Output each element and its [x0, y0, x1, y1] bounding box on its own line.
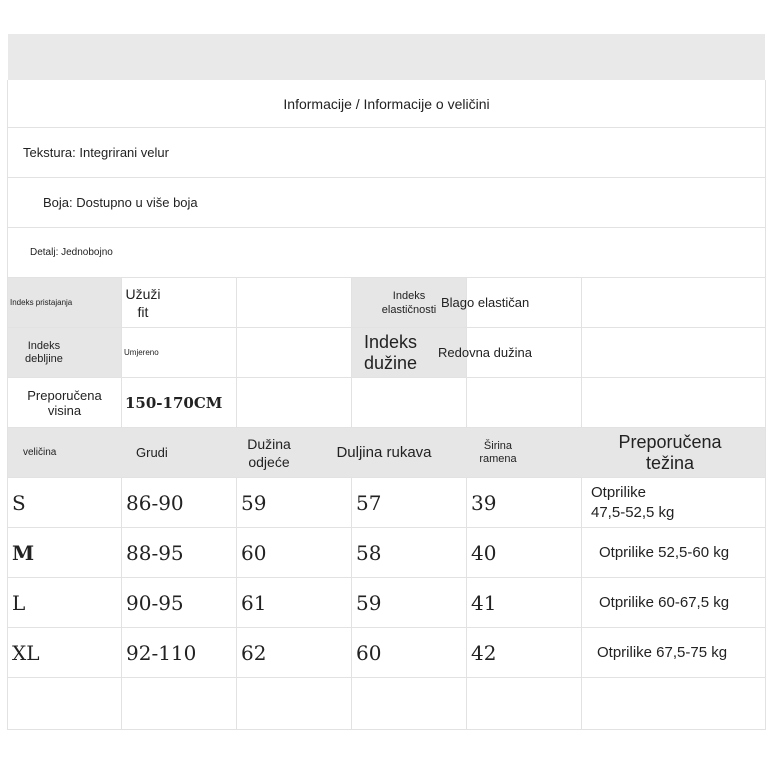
header-sleeve: Duljina rukava: [336, 444, 432, 461]
row-l-chest: 90-95: [126, 590, 184, 615]
page-title: Informacije / Informacije o veličini: [283, 95, 490, 112]
detail-info: Detalj: Jednobojno: [30, 247, 113, 258]
row-m-sleeve: 58: [356, 540, 382, 565]
row-s-length: 59: [241, 490, 267, 515]
row-m-shoulder: 40: [471, 540, 497, 565]
row-m-weight: Otprilike 52,5-60 kg: [599, 544, 730, 561]
row-s-chest: 86-90: [126, 490, 184, 515]
grid-line: [765, 80, 766, 730]
row-m-size: M: [12, 540, 35, 565]
header-chest: Grudi: [136, 445, 168, 460]
header-shoulder: Širina ramena: [479, 439, 517, 465]
row-s-shoulder: 39: [471, 490, 497, 515]
header-size: veličina: [23, 447, 57, 458]
row-l-sleeve: 59: [356, 590, 382, 615]
row-l-weight: Otprilike 60-67,5 kg: [599, 594, 730, 611]
row-l-length: 61: [241, 590, 267, 615]
thickness-label: Indeks debljine: [8, 328, 121, 377]
row-xl-sleeve: 60: [356, 640, 382, 665]
row-s-size: S: [12, 490, 26, 515]
row-xl-chest: 92-110: [126, 640, 197, 665]
elasticity-value: Blago elastičan: [441, 295, 530, 310]
height-value: 150-170CM: [125, 393, 223, 412]
height-label: Preporučena visina: [27, 387, 102, 418]
grid-line: [8, 729, 765, 730]
header-weight: Preporučena težina: [618, 431, 722, 473]
row-xl-shoulder: 42: [471, 640, 497, 665]
row-l-size: L: [12, 590, 26, 615]
row-xl-length: 62: [241, 640, 267, 665]
row-s-weight: Otprilike 47,5-52,5 kg: [591, 483, 675, 521]
row-s-sleeve: 57: [356, 490, 382, 515]
header-length: Dužina odjeće: [247, 435, 291, 470]
thickness-value: Umjereno: [124, 348, 159, 357]
fit-value: Užuži fit: [125, 285, 161, 320]
length-label: Indeks dužine: [352, 328, 466, 377]
row-xl-size: XL: [12, 640, 40, 665]
grid-line: [236, 277, 237, 729]
top-band: [8, 34, 765, 80]
fit-label: Indeks pristajanja: [8, 278, 121, 327]
grid-line: [121, 277, 122, 729]
row-m-chest: 88-95: [126, 540, 184, 565]
texture-info: Tekstura: Integrirani velur: [23, 145, 169, 160]
elasticity-label: Indeks elastičnosti: [352, 278, 466, 327]
row-xl-weight: Otprilike 67,5-75 kg: [597, 644, 728, 661]
color-info: Boja: Dostupno u više boja: [43, 195, 198, 210]
row-m-length: 60: [241, 540, 267, 565]
length-value: Redovna dužina: [438, 345, 532, 360]
row-l-shoulder: 41: [471, 590, 497, 615]
grid-line: [581, 277, 582, 729]
